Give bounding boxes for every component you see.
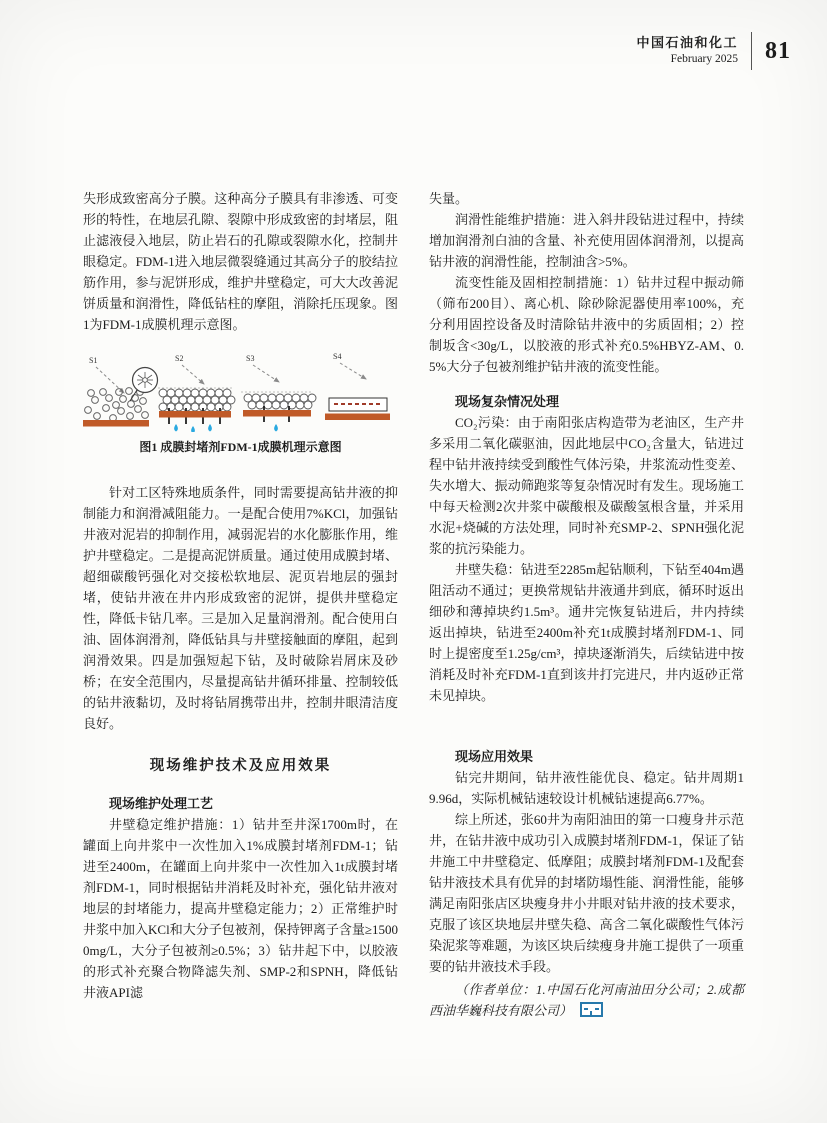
body-paragraph: 钻完井期间，钻井液性能优良、稳定。钻井周期19.96d，实际机械钻速较设计机械钻速提高6.77%。 bbox=[429, 770, 744, 806]
body-paragraph: 润滑性能维护措施：进入斜井段钻进过程中，持续增加润滑剂白油的含量、补充使用固体润滑剂，以提高钻井液的润滑性能，控制油含>5%。 bbox=[429, 212, 744, 269]
left-column bbox=[83, 188, 398, 1021]
panel-label-s1: S1 bbox=[89, 356, 98, 365]
body-paragraph: 针对工区特殊地质条件，同时需要提高钻井液的抑制能力和润滑减阻能力。一是配合使用7%KCl，加强钻井液对泥岩的抑制作用，减弱泥岩的水化膨胀作用，维护井壁稳定。二是提高泥饼质量。通过使用成膜封堵、超细碳酸钙强化对交接松软地层、泥页岩地层的强封堵，使钻井液在井内形成致密的泥饼，提供井壁稳定性，降低卡钻几率。三是加入足量润滑剂。配合使用白油、固体润滑剂，降低钻具与井壁接触面的摩阻，起到润滑效果。四是加强短起下钻，及时破除岩屑床及砂桥；在安全范围内，尽量提高钻井循环排量、控制较低的钻井液黏切，及时将钻屑携带出井，控制井眼清洁度良好。 bbox=[83, 485, 398, 731]
sub-heading-complex-situations: 现场复杂情况处理 bbox=[455, 394, 560, 409]
formation-surface-bar bbox=[243, 410, 311, 417]
formation-surface-bar bbox=[159, 411, 231, 418]
body-paragraph: 井壁失稳：钻进至2285m起钻顺利，下钻至404m遇阻活动不通过；更换常规钻井液通井到底，循环时返出细砂和薄掉块约1.5m³。通井完恢复钻进后，井内持续返出掉块，钻进至2400m补充1t成膜封堵剂FDM-1、同时上提密度至1.25g/cm³，掉块逐渐消失，后续钻进中按消耗及时补充FDM-1直到该井打完进尺，井内返砂正常未见掉块。 bbox=[429, 562, 744, 703]
polymer-particles-dispersed bbox=[85, 388, 149, 422]
formation-surface-bar bbox=[325, 414, 390, 421]
section-heading: 现场维护技术及应用效果 bbox=[149, 758, 332, 774]
panel-label-s4: S4 bbox=[333, 352, 342, 361]
author-affiliation-note bbox=[429, 979, 744, 1021]
author-affiliation-text: （作者单位：1.中国石化河南油田分公司；2.成都西油华巍科技有限公司） bbox=[429, 982, 744, 1018]
polymer-particles-compacted bbox=[244, 394, 316, 409]
journal-date: February 2025 bbox=[670, 53, 738, 66]
arrow-s2 bbox=[182, 365, 204, 384]
panel-label-s3: S3 bbox=[246, 354, 255, 363]
figure-caption: 图1 成膜封堵剂FDM-1成膜机理示意图 bbox=[139, 440, 342, 454]
figure-panel-s4 bbox=[325, 352, 390, 420]
figure-1 bbox=[83, 348, 398, 458]
film-forming-mechanism-diagram bbox=[83, 348, 390, 432]
sub-heading-process: 现场维护处理工艺 bbox=[109, 796, 214, 811]
body-paragraph: 失形成致密高分子膜。这种高分子膜具有非渗透、可变形的特性，在地层孔隙、裂隙中形成致密的封堵层，阻止滤液侵入地层，防止岩石的孔隙或裂隙水化，控制井眼稳定。FDM-1进入地层微裂缝通过其高分子的胶结拉筋作用，参与泥饼形成，维护井壁稳定，可大大改善泥饼质量和润滑性，降低钻柱的摩阻，消除托压现象。图1为FDM-1成膜机理示意图。 bbox=[83, 191, 398, 332]
end-of-article-icon bbox=[580, 1002, 603, 1017]
article-body bbox=[83, 188, 744, 1021]
body-paragraph: 失量。 bbox=[429, 191, 469, 206]
magnifier-pointer-line bbox=[130, 390, 137, 401]
arrow-s3 bbox=[253, 365, 279, 382]
water-drop-icon bbox=[174, 424, 212, 432]
right-column bbox=[429, 188, 744, 1021]
page-header bbox=[636, 32, 791, 70]
polymer-particles-stacked bbox=[159, 389, 235, 411]
page-number: 81 bbox=[765, 37, 791, 64]
body-paragraph: 井壁稳定维护措施：1）钻井至井深1700m时，在罐面上向井浆中一次性加入1%成膜封堵剂FDM-1；钻进至2400m，在罐面上向井浆中一次性加入1t成膜封堵剂FDM-1，同时根据钻井消耗及时补充，强化钻井液对地层的封堵能力，提高井壁稳定能力；2）正常维护时井浆中加入KCl和大分子包被剂，保持钾离子含量≥15000mg/L，大分子包被剂≥0.5%；3）钻井起下中，以胶液的形式补充聚合物降滤失剂、SMP-2和SPNH，降低钻井液API滤 bbox=[83, 817, 398, 1000]
figure-panel-s2 bbox=[158, 354, 235, 432]
body-paragraph: 综上所述，张60井为南阳油田的第一口瘦身井示范井，在钻井液中成功引入成膜封堵剂FDM-1，保证了钻井施工中井壁稳定、低摩阻；成膜封堵剂FDM-1及配套钻井液技术具有优异的封堵防塌性能、润滑性能，能够满足南阳张店区块瘦身井小井眼对钻井液的技术要求，克服了该区块地层井壁失稳、高含二氧化碳酸性气体污染泥浆等难题，为该区块后续瘦身井施工提供了一项重要的钻井液技术手段。 bbox=[429, 812, 744, 974]
body-paragraph: CO₂污染：由于南阳张店构造带为老油区，生产井多采用二氧化碳驱油，因此地层中CO₂含量大，钻进过程中钻井液持续受到酸性气体污染，井浆流动性变差、失水增大、振动筛跑浆等复杂情况时有发生。现场施工中每天检测2次井浆中碳酸根及碳酸氢根含量，并采用水泥+烧碱的方法处理，同时补充SMP-2、SPNH强化泥浆的抗污染能力。 bbox=[429, 415, 744, 556]
journal-title: 中国石油和化工 bbox=[636, 35, 738, 51]
arrow-s4 bbox=[340, 363, 366, 379]
journal-info bbox=[636, 34, 738, 67]
water-drop-icon bbox=[274, 424, 278, 432]
formation-surface-bar bbox=[83, 420, 149, 427]
figure-panel-s3 bbox=[241, 354, 316, 432]
panel-label-s2: S2 bbox=[175, 354, 184, 363]
body-paragraph: 流变性能及固相控制措施：1）钻井过程中振动筛（筛布200目）、离心机、除砂除泥器使用率100%，充分利用固控设备及时清除钻井液中的劣质固相；2）控制坂含<30g/L，以胶液的形式补充0.5%HBYZ-AM、0.5%大分子包被剂维护钻井液的流变性能。 bbox=[429, 275, 744, 374]
header-divider bbox=[751, 32, 752, 70]
sub-heading-application-effect: 现场应用效果 bbox=[455, 749, 534, 764]
figure-panel-s1 bbox=[83, 356, 158, 427]
